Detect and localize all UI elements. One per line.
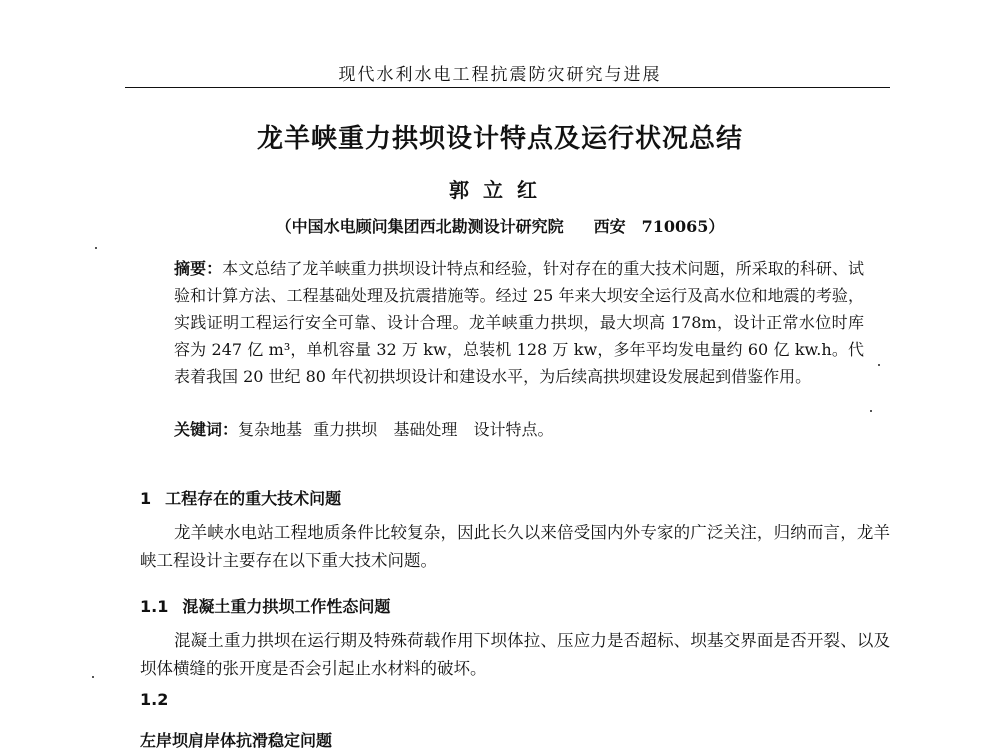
abstract	[174, 255, 864, 390]
keywords	[174, 416, 864, 443]
keyword-item: 复杂地基	[238, 420, 303, 439]
scan-speck	[870, 410, 872, 412]
scan-speck	[95, 247, 97, 249]
section-number: 1.2	[140, 690, 169, 709]
author-affiliation	[0, 214, 1000, 237]
section-title: 混凝土重力拱坝工作性态问题	[182, 597, 391, 616]
keywords-label: 关键词：	[174, 420, 239, 439]
header-rule	[125, 87, 890, 88]
section-number: 1.1	[140, 597, 169, 616]
keyword-item: 基础处理	[393, 420, 458, 439]
section-paragraph: 混凝土重力拱坝在运行期及特殊荷载作用下坝体拉、压应力是否超标、坝基交界面是否开裂、以及坝体横缝的张开度是否会引起止水材料的破坏。	[140, 632, 890, 678]
section-title: 工程存在的重大技术问题	[165, 489, 342, 508]
author-name: 郭立红	[449, 178, 551, 202]
section-heading-cut	[140, 690, 540, 750]
section-heading	[140, 486, 341, 509]
keyword-item: 设计特点。	[473, 420, 554, 439]
section-paragraph: 龙羊峡水电站工程地质条件比较复杂，因此长久以来倍受国内外专家的广泛关注，归纳而言，龙羊峡工程设计主要存在以下重大技术问题。	[140, 524, 890, 570]
scan-speck	[92, 676, 94, 678]
running-header: 现代水利水电工程抗震防灾研究与进展	[338, 65, 662, 85]
section-heading-partial	[140, 690, 540, 751]
affiliation-org: （中国水电顾问集团西北勘测设计研究院	[275, 217, 564, 236]
section-number: 1	[140, 489, 152, 508]
affiliation-city: 西安 710065）	[593, 217, 725, 236]
paper-title: 龙羊峡重力拱坝设计特点及运行状况总结	[256, 124, 743, 154]
abstract-label: 摘要：	[174, 259, 223, 278]
abstract-text: 本文总结了龙羊峡重力拱坝设计特点和经验，针对存在的重大技术问题，所采取的科研、试验和计算方法、工程基础处理及抗震措施等。经过 25 年来大坝安全运行及高水位和地震的考验，实践证明工程运行安全可靠、设计合理。龙羊峡重力拱坝，最大坝高 178m，设计正常水位时库容为 247 亿 m³，单机容量 32 万 kw，总装机 128 万 kw，多年平均发电量约 60 亿 kw.h。代表着我国 20 世纪 80 年代初拱坝设计和建设水平，为后续高拱坝建设发展起到借鉴作用。	[174, 259, 864, 386]
scan-speck	[878, 364, 880, 366]
section-heading	[140, 594, 390, 617]
section-title: 左岸坝肩岸体抗滑稳定问题	[140, 731, 333, 750]
keyword-item: 重力拱坝	[313, 420, 378, 439]
